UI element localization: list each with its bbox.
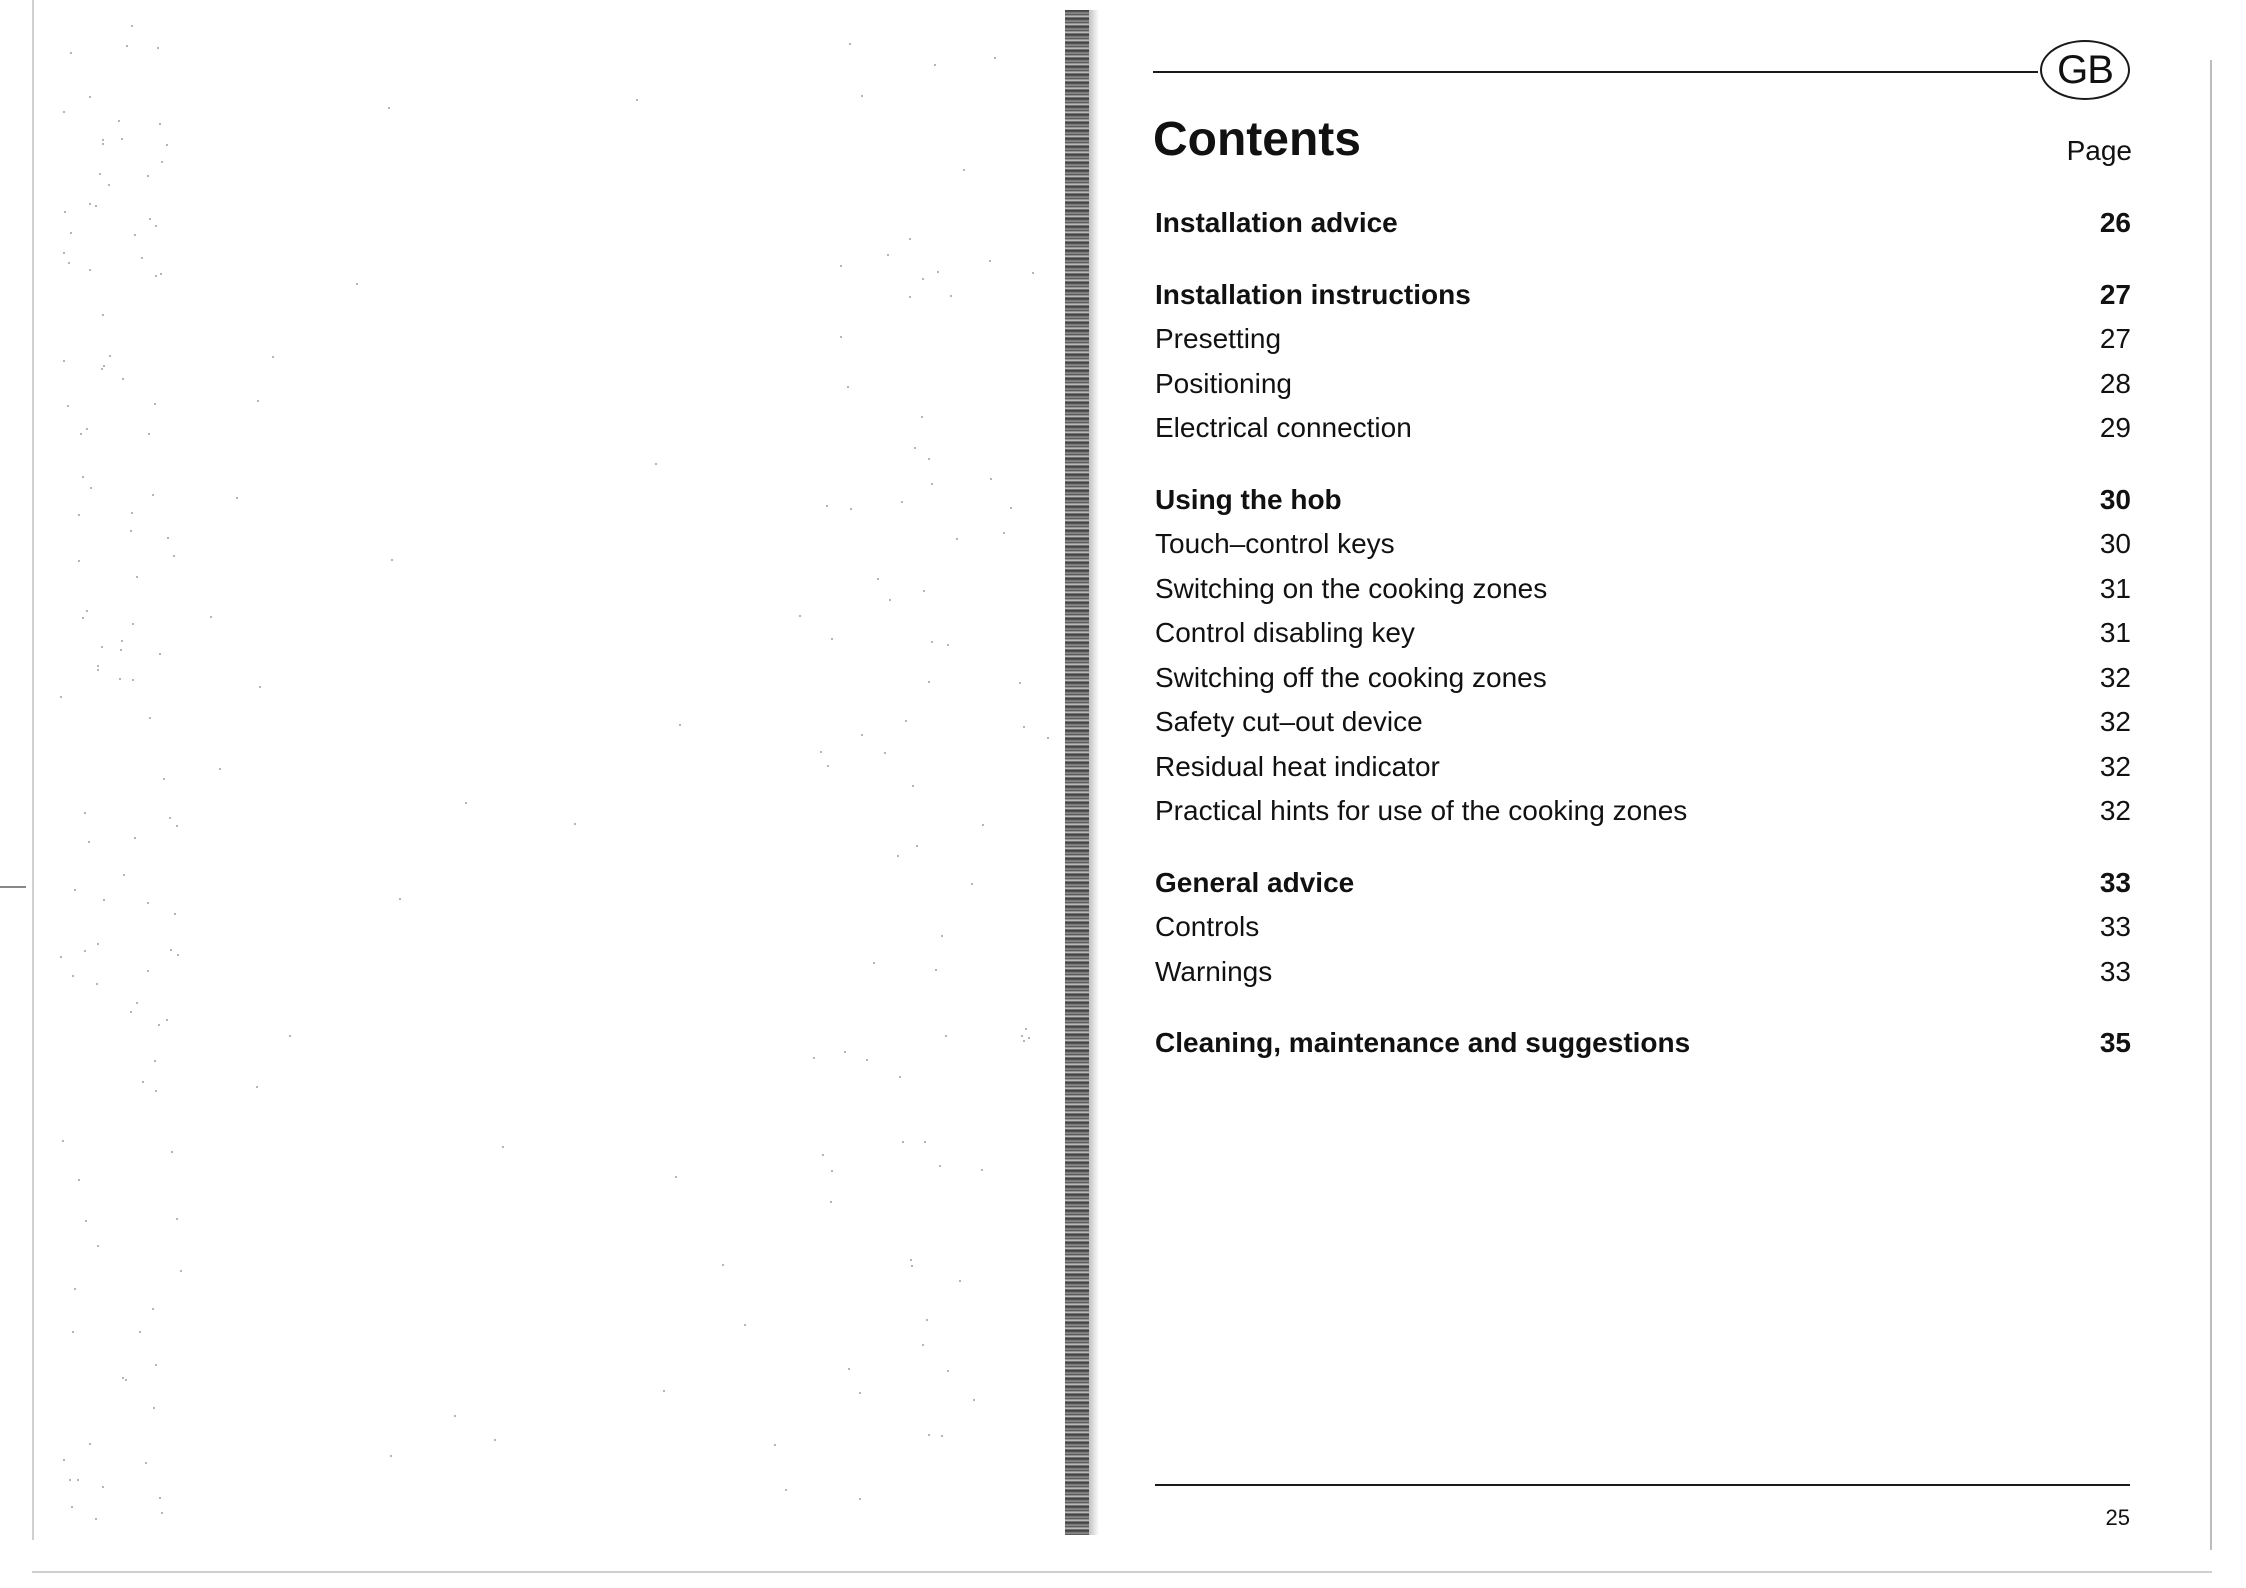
toc-section bbox=[1155, 867, 2131, 1001]
scan-speck bbox=[289, 1035, 291, 1037]
scan-speck bbox=[147, 970, 149, 972]
scan-speck bbox=[973, 1399, 975, 1401]
scan-speck bbox=[982, 824, 984, 826]
toc-entry-page: 31 bbox=[2099, 617, 2131, 648]
scan-speck bbox=[88, 841, 90, 843]
scan-speck bbox=[636, 99, 638, 101]
scan-speck bbox=[90, 487, 92, 489]
scan-speck bbox=[109, 355, 111, 357]
toc-entry-page: 33 bbox=[2099, 955, 2131, 987]
toc-entry-label: Electrical connection bbox=[1155, 412, 1412, 443]
scan-speck bbox=[89, 203, 91, 205]
scan-speck bbox=[63, 111, 65, 113]
toc-entry-row bbox=[1155, 617, 2131, 662]
scan-speck bbox=[126, 45, 128, 47]
scan-speck bbox=[136, 576, 138, 578]
scan-speck bbox=[390, 1455, 392, 1457]
footer-rule bbox=[1155, 1484, 2130, 1486]
scan-speck bbox=[72, 1331, 74, 1333]
scan-speck bbox=[139, 1331, 141, 1333]
scan-speck bbox=[132, 623, 134, 625]
header-rule bbox=[1153, 71, 2038, 73]
toc-entry-label: Residual heat indicator bbox=[1155, 750, 1440, 782]
scan-speck bbox=[840, 336, 842, 338]
scan-speck bbox=[173, 555, 175, 557]
scan-speck bbox=[861, 734, 863, 736]
scan-speck bbox=[96, 983, 98, 985]
scan-speck bbox=[924, 1141, 926, 1143]
toc-entry-page: 29 bbox=[2099, 412, 2131, 443]
scan-speck bbox=[123, 874, 125, 876]
scan-speck bbox=[840, 265, 842, 267]
scan-speck bbox=[169, 817, 171, 819]
scan-speck bbox=[72, 975, 74, 977]
scan-speck bbox=[95, 1518, 97, 1520]
scan-speck bbox=[70, 232, 72, 234]
scan-speck bbox=[103, 899, 105, 901]
scan-speck bbox=[60, 956, 62, 958]
spine-shadow bbox=[1089, 10, 1099, 1535]
language-badge: GB bbox=[2040, 40, 2130, 100]
scan-speck bbox=[180, 1270, 182, 1272]
scan-speck bbox=[813, 1057, 815, 1059]
scan-speck bbox=[130, 530, 132, 532]
scan-speck bbox=[356, 283, 358, 285]
scan-speck bbox=[902, 1141, 904, 1143]
scan-speck bbox=[62, 1140, 64, 1142]
scan-speck bbox=[399, 898, 401, 900]
toc-entry-label: Warnings bbox=[1155, 955, 1273, 987]
scan-speck bbox=[85, 1220, 87, 1222]
toc-heading-page: 26 bbox=[2099, 207, 2131, 238]
scan-speck bbox=[166, 144, 168, 146]
toc-heading-row bbox=[1155, 1027, 2131, 1072]
scan-speck bbox=[122, 1377, 124, 1379]
scan-speck bbox=[826, 505, 828, 507]
scan-speck bbox=[86, 610, 88, 612]
scan-speck bbox=[889, 599, 891, 601]
toc-heading-label: Cleaning, maintenance and suggestions bbox=[1155, 1027, 1691, 1058]
scan-speck bbox=[125, 1379, 127, 1381]
toc-entry-row bbox=[1155, 706, 2131, 751]
toc-entry-page: 32 bbox=[2099, 706, 2131, 737]
toc-entry-page: 31 bbox=[2099, 572, 2131, 604]
scan-speck bbox=[799, 615, 801, 617]
scan-speck bbox=[928, 1434, 930, 1436]
scan-speck bbox=[210, 616, 212, 618]
scan-speck bbox=[822, 1154, 824, 1156]
toc-entry-row bbox=[1155, 368, 2131, 413]
scan-speck bbox=[89, 96, 91, 98]
toc-entry-page: 28 bbox=[2099, 367, 2131, 399]
scan-speck bbox=[102, 139, 104, 141]
scan-speck bbox=[928, 681, 930, 683]
toc-heading-label: Using the hob bbox=[1155, 483, 1342, 515]
scan-speck bbox=[131, 25, 133, 27]
scan-speck bbox=[70, 52, 72, 54]
scan-speck bbox=[994, 57, 996, 59]
scan-speck bbox=[102, 1486, 104, 1488]
scan-speck bbox=[132, 679, 134, 681]
scan-speck bbox=[859, 1392, 861, 1394]
scan-speck bbox=[163, 778, 165, 780]
toc-entry-row bbox=[1155, 323, 2131, 368]
scan-speck bbox=[861, 95, 863, 97]
scan-speck bbox=[923, 590, 925, 592]
scan-speck bbox=[1019, 682, 1021, 684]
scan-speck bbox=[82, 617, 84, 619]
scan-speck bbox=[844, 1051, 846, 1053]
table-of-contents bbox=[1155, 207, 2131, 1099]
scan-speck bbox=[236, 497, 238, 499]
scan-speck bbox=[136, 1002, 138, 1004]
scan-speck bbox=[722, 1264, 724, 1266]
toc-entry-row bbox=[1155, 662, 2131, 707]
scan-speck bbox=[921, 416, 923, 418]
scan-speck bbox=[914, 447, 916, 449]
toc-entry-row bbox=[1155, 751, 2131, 796]
toc-entry-page: 27 bbox=[2099, 323, 2131, 354]
scan-speck bbox=[1023, 1040, 1025, 1042]
scan-speck bbox=[848, 1368, 850, 1370]
scan-speck bbox=[850, 508, 852, 510]
scan-speck bbox=[926, 1319, 928, 1321]
page-title: Contents bbox=[1153, 113, 1361, 166]
toc-entry-page: 30 bbox=[2099, 528, 2131, 559]
scan-speck bbox=[121, 640, 123, 642]
toc-entry-label: Presetting bbox=[1155, 323, 1282, 354]
scan-speck bbox=[663, 1390, 665, 1392]
scan-speck bbox=[1025, 1028, 1027, 1030]
toc-heading-label: Installation instructions bbox=[1155, 278, 1471, 310]
scan-speck bbox=[257, 400, 259, 402]
scan-speck bbox=[63, 360, 65, 362]
scan-speck bbox=[154, 1060, 156, 1062]
scan-speck bbox=[74, 1288, 76, 1290]
toc-heading-row bbox=[1155, 484, 2131, 529]
scan-speck bbox=[166, 1019, 168, 1021]
scan-speck bbox=[502, 1146, 504, 1148]
scan-speck bbox=[959, 1280, 961, 1282]
scan-speck bbox=[147, 175, 149, 177]
scan-speck bbox=[931, 483, 933, 485]
toc-heading-label: Installation advice bbox=[1155, 207, 1398, 238]
book-spine bbox=[1065, 10, 1089, 1535]
scan-speck bbox=[922, 278, 924, 280]
scan-speck bbox=[905, 720, 907, 722]
scan-speck bbox=[866, 1059, 868, 1061]
scan-speck bbox=[155, 275, 157, 277]
scan-speck bbox=[859, 1498, 861, 1500]
scan-speck bbox=[82, 476, 84, 478]
scan-speck bbox=[120, 649, 122, 651]
toc-entry-label: Touch–control keys bbox=[1155, 528, 1395, 559]
toc-entry-row bbox=[1155, 573, 2131, 618]
toc-heading-row bbox=[1155, 867, 2131, 912]
scan-speck bbox=[152, 494, 154, 496]
toc-entry-page: 32 bbox=[2099, 661, 2131, 693]
scan-speck bbox=[167, 537, 169, 539]
scan-speck bbox=[145, 1462, 147, 1464]
scan-speck bbox=[97, 1245, 99, 1247]
scan-speck bbox=[108, 184, 110, 186]
scan-speck bbox=[877, 578, 879, 580]
scan-speck bbox=[963, 169, 965, 171]
scan-speck bbox=[454, 1415, 456, 1417]
scan-speck bbox=[157, 47, 159, 49]
right-page-edge bbox=[2210, 60, 2212, 1550]
scan-speck bbox=[131, 512, 133, 514]
scan-speck bbox=[655, 463, 657, 465]
scan-speck bbox=[831, 1170, 833, 1172]
scan-speck bbox=[155, 1364, 157, 1366]
scan-speck bbox=[909, 296, 911, 298]
page-number: 25 bbox=[2105, 1505, 2130, 1530]
scan-speck bbox=[873, 962, 875, 964]
toc-entry-row bbox=[1155, 412, 2131, 457]
scan-speck bbox=[256, 1086, 258, 1088]
scan-speck bbox=[97, 665, 99, 667]
scan-speck bbox=[161, 161, 163, 163]
scan-speck bbox=[176, 1218, 178, 1220]
toc-heading-page: 35 bbox=[2099, 1027, 2131, 1058]
scan-speck bbox=[675, 1176, 677, 1178]
scan-speck bbox=[78, 1179, 80, 1181]
scan-speck bbox=[847, 386, 849, 388]
scan-speck bbox=[148, 433, 150, 435]
scan-speck bbox=[68, 262, 70, 264]
scan-speck bbox=[67, 405, 69, 407]
scan-speck bbox=[170, 949, 172, 951]
scan-speck bbox=[912, 785, 914, 787]
scan-speck bbox=[97, 669, 99, 671]
scan-speck bbox=[679, 724, 681, 726]
toc-entry-row bbox=[1155, 956, 2131, 1001]
scan-speck bbox=[1023, 726, 1025, 728]
scan-speck bbox=[774, 1444, 776, 1446]
scan-speck bbox=[155, 1090, 157, 1092]
scan-speck bbox=[820, 751, 822, 753]
scan-speck bbox=[887, 254, 889, 256]
scan-speck bbox=[159, 1497, 161, 1499]
scan-speck bbox=[60, 696, 62, 698]
scan-speck bbox=[990, 478, 992, 480]
scan-speck bbox=[849, 43, 851, 45]
scan-speck bbox=[941, 1435, 943, 1437]
scan-speck bbox=[971, 883, 973, 885]
scan-speck bbox=[89, 1443, 91, 1445]
scan-speck bbox=[86, 428, 88, 430]
scan-speck bbox=[259, 686, 261, 688]
toc-entry-label: Controls bbox=[1155, 911, 1260, 942]
scan-speck bbox=[155, 225, 157, 227]
scan-speck bbox=[830, 1201, 832, 1203]
scan-speck bbox=[911, 1265, 913, 1267]
scan-speck bbox=[219, 768, 221, 770]
toc-heading-page: 27 bbox=[2099, 278, 2131, 310]
scan-speck bbox=[77, 1479, 79, 1481]
toc-heading-page: 30 bbox=[2099, 483, 2131, 515]
scan-speck bbox=[465, 802, 467, 804]
scan-speck bbox=[154, 403, 156, 405]
toc-entry-page: 32 bbox=[2099, 795, 2131, 826]
scan-speck bbox=[176, 825, 178, 827]
scan-speck bbox=[931, 641, 933, 643]
scan-speck bbox=[897, 855, 899, 857]
scan-speck bbox=[831, 638, 833, 640]
scan-speck bbox=[119, 678, 121, 680]
scan-speck bbox=[147, 902, 149, 904]
scan-speck bbox=[80, 433, 82, 435]
scan-speck bbox=[122, 378, 124, 380]
toc-entry-row bbox=[1155, 911, 2131, 956]
scan-speck bbox=[89, 269, 91, 271]
scan-speck bbox=[84, 812, 86, 814]
scan-speck bbox=[134, 837, 136, 839]
scan-speck bbox=[744, 1324, 746, 1326]
scan-speck bbox=[827, 765, 829, 767]
toc-entry-label: Switching off the cooking zones bbox=[1155, 661, 1547, 693]
toc-entry-row bbox=[1155, 528, 2131, 573]
scan-speck bbox=[152, 1308, 154, 1310]
page-column-label: Page bbox=[2066, 135, 2132, 166]
toc-entry-label: Safety cut–out device bbox=[1155, 706, 1423, 737]
left-edge-tick bbox=[0, 886, 26, 888]
scan-speck bbox=[69, 1479, 71, 1481]
scan-speck bbox=[160, 273, 162, 275]
scan-speck bbox=[945, 1035, 947, 1037]
scan-speck bbox=[1021, 1035, 1023, 1037]
scan-speck bbox=[947, 644, 949, 646]
scan-speck bbox=[102, 314, 104, 316]
scan-speck bbox=[153, 1407, 155, 1409]
scan-speck bbox=[174, 913, 176, 915]
scan-speck bbox=[388, 107, 390, 109]
scan-speck bbox=[149, 717, 151, 719]
scan-speck bbox=[171, 1151, 173, 1153]
scan-speck bbox=[785, 1489, 787, 1491]
scan-speck bbox=[494, 1439, 496, 1441]
scan-speck bbox=[956, 538, 958, 540]
scan-speck bbox=[937, 271, 939, 273]
toc-heading-page: 33 bbox=[2099, 866, 2131, 898]
scan-speck bbox=[63, 252, 65, 254]
scan-speck bbox=[910, 1259, 912, 1261]
scan-speck bbox=[391, 559, 393, 561]
scan-speck bbox=[941, 935, 943, 937]
toc-section bbox=[1155, 484, 2131, 840]
scan-speck bbox=[141, 257, 143, 259]
scan-speck bbox=[916, 845, 918, 847]
scan-speck bbox=[134, 234, 136, 236]
scan-speck bbox=[149, 218, 151, 220]
scan-speck bbox=[935, 969, 937, 971]
toc-heading-row bbox=[1155, 279, 2131, 324]
scan-speck bbox=[909, 238, 911, 240]
scan-speck bbox=[159, 123, 161, 125]
scan-speck bbox=[103, 365, 105, 367]
toc-entry-label: Practical hints for use of the cooking zones bbox=[1155, 795, 1688, 826]
scan-speck bbox=[177, 954, 179, 956]
scan-speck bbox=[1032, 272, 1034, 274]
scan-speck bbox=[64, 211, 66, 213]
scan-speck bbox=[981, 1169, 983, 1171]
toc-section bbox=[1155, 1027, 2131, 1072]
scan-speck bbox=[922, 1344, 924, 1346]
scan-speck bbox=[78, 560, 80, 562]
scan-speck bbox=[142, 1081, 144, 1083]
scan-speck bbox=[934, 64, 936, 66]
scan-speck bbox=[71, 1506, 73, 1508]
scan-speck bbox=[97, 943, 99, 945]
scan-speck bbox=[950, 295, 952, 297]
toc-section bbox=[1155, 207, 2131, 252]
toc-entry-page: 32 bbox=[2099, 750, 2131, 782]
scan-speck bbox=[118, 120, 120, 122]
scan-speck bbox=[101, 368, 103, 370]
left-page-edge bbox=[32, 0, 34, 1540]
toc-heading-row bbox=[1155, 207, 2131, 252]
scan-speck bbox=[884, 752, 886, 754]
scan-speck bbox=[158, 1024, 160, 1026]
toc-entry-page: 33 bbox=[2099, 911, 2131, 942]
scan-speck bbox=[84, 950, 86, 952]
toc-heading-label: General advice bbox=[1155, 866, 1355, 898]
scan-speck bbox=[939, 1165, 941, 1167]
scan-speck bbox=[130, 1011, 132, 1013]
toc-entry-label: Positioning bbox=[1155, 367, 1292, 399]
scan-speck bbox=[574, 823, 576, 825]
scan-speck bbox=[74, 889, 76, 891]
scan-speck bbox=[63, 1459, 65, 1461]
scan-speck bbox=[159, 653, 161, 655]
scan-speck bbox=[899, 1076, 901, 1078]
scan-speck bbox=[101, 646, 103, 648]
scan-speck bbox=[272, 356, 274, 358]
scan-speck bbox=[989, 260, 991, 262]
scan-speck bbox=[1028, 1037, 1030, 1039]
toc-entry-row bbox=[1155, 795, 2131, 840]
toc-section bbox=[1155, 279, 2131, 457]
scan-speck bbox=[121, 138, 123, 140]
scan-speck bbox=[95, 205, 97, 207]
scan-speck bbox=[947, 1370, 949, 1372]
scan-speck bbox=[161, 1512, 163, 1514]
scan-speck bbox=[928, 458, 930, 460]
scan-speck bbox=[102, 143, 104, 145]
bottom-page-edge bbox=[32, 1571, 2212, 1573]
toc-entry-label: Switching on the cooking zones bbox=[1155, 572, 1548, 604]
scan-speck bbox=[1047, 737, 1049, 739]
scan-speck bbox=[901, 501, 903, 503]
scan-speck bbox=[1003, 532, 1005, 534]
toc-entry-label: Control disabling key bbox=[1155, 617, 1415, 648]
scan-speck bbox=[1010, 507, 1012, 509]
scan-speck bbox=[99, 173, 101, 175]
scan-speck bbox=[78, 514, 80, 516]
